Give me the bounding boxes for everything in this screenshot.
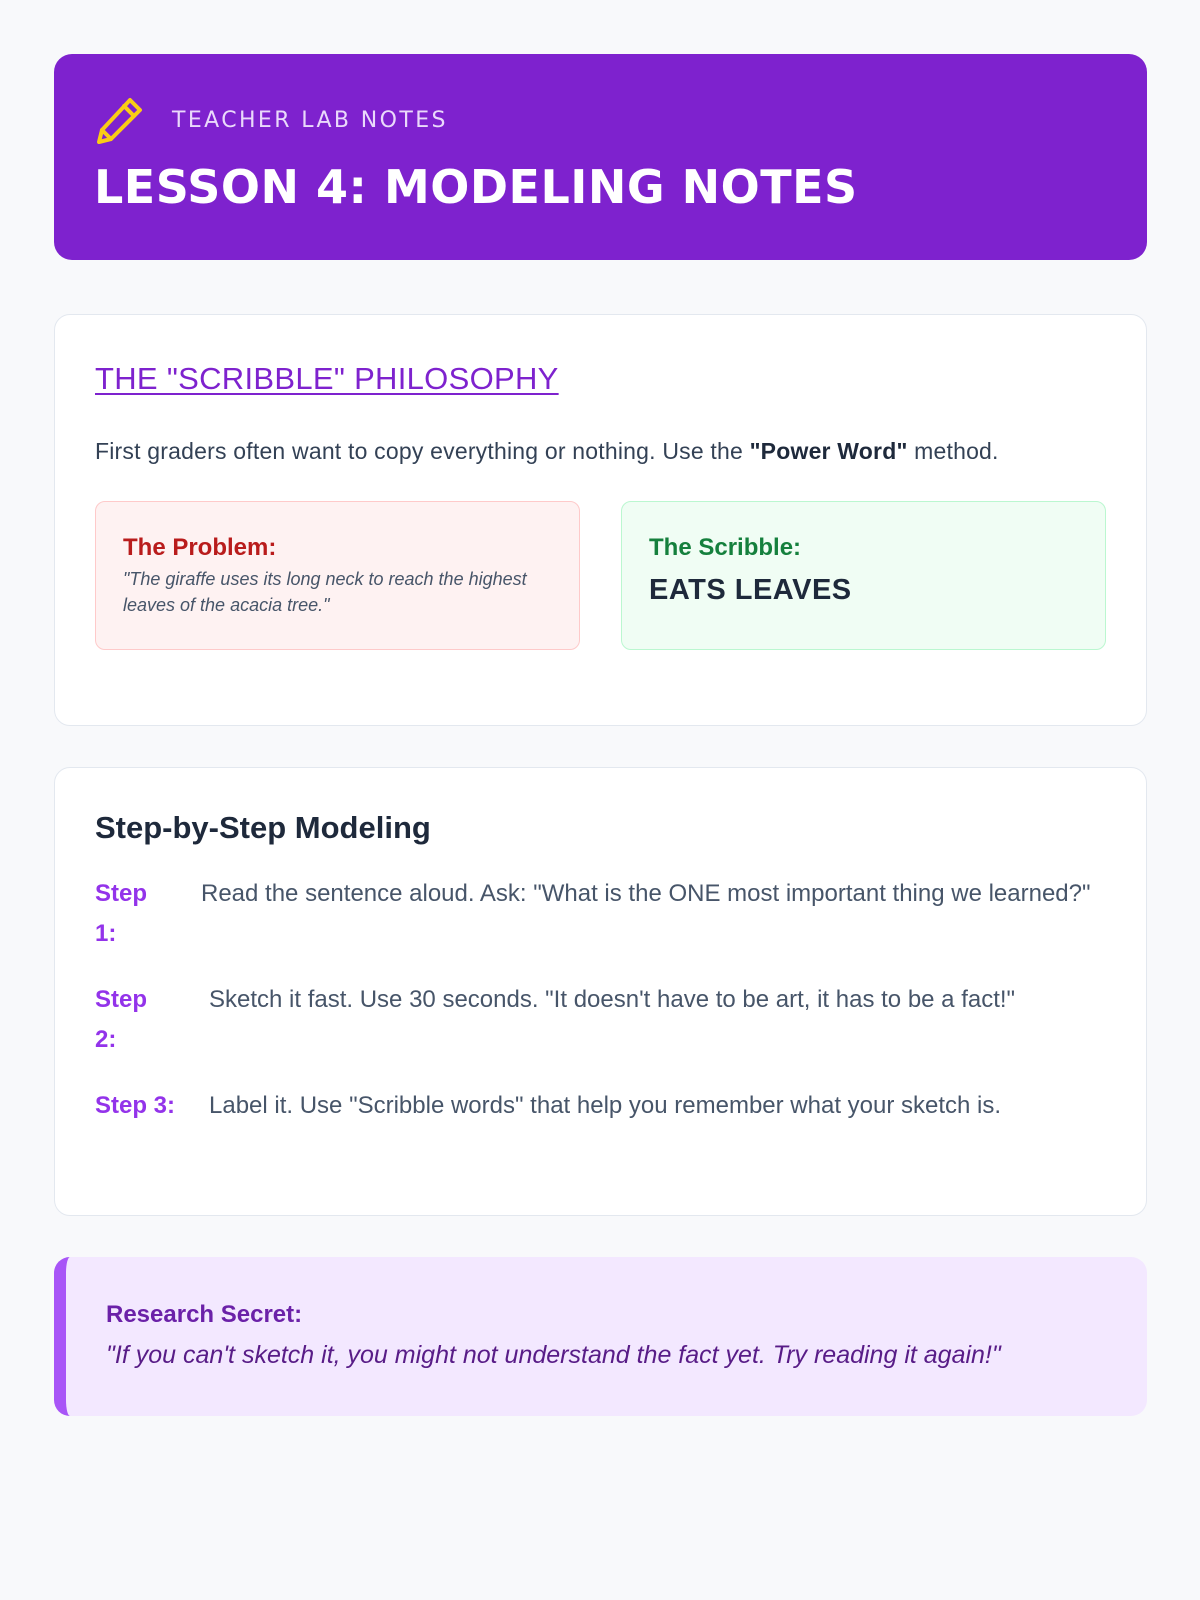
callout-quote: "If you can't sketch it, you might not understand the fact yet. Try reading it again!" [106, 1341, 1001, 1369]
step-label: Step 2: [95, 986, 148, 1053]
step-text: Sketch it fast. Use 30 seconds. "It doesn't have to be art, it has to be a fact!" [209, 986, 1016, 1013]
header-top-row [94, 94, 1107, 146]
intro-text-start: First graders often want to copy everything or nothing. Use the [95, 438, 750, 464]
steps-title: Step-by-Step Modeling [95, 810, 431, 845]
page-content [54, 54, 1147, 1416]
research-callout [54, 1257, 1147, 1416]
intro-text-end: method. [907, 438, 999, 464]
steps-list [95, 874, 1106, 1126]
step-item [95, 874, 1106, 954]
step-item [95, 980, 1106, 1060]
problem-label: The Problem: [123, 534, 277, 561]
scribble-label: The Scribble: [649, 534, 802, 561]
power-word-emphasis: "Power Word" [749, 438, 908, 464]
page-title: LESSON 4: MODELING NOTES [94, 160, 858, 214]
philosophy-intro [95, 431, 1106, 471]
scribble-answer: EATS LEAVES [649, 574, 852, 606]
step-label: Step 1: [95, 880, 148, 947]
header-eyebrow: TEACHER LAB NOTES [172, 107, 448, 133]
step-text: Label it. Use "Scribble words" that help you remember what your sketch is. [209, 1092, 1002, 1119]
problem-box [95, 501, 580, 650]
lesson-header [54, 54, 1147, 260]
scribble-box [621, 501, 1106, 650]
problem-quote: "The giraffe uses its long neck to reach the highest leaves of the acacia tree." [123, 569, 527, 615]
callout-label: Research Secret: [106, 1301, 303, 1328]
step-item [95, 1086, 1106, 1126]
steps-card [54, 767, 1147, 1216]
philosophy-title[interactable]: THE "SCRIBBLE" PHILOSOPHY [95, 361, 559, 396]
step-text: Read the sentence aloud. Ask: "What is the ONE most important thing we learned?" [201, 880, 1091, 907]
philosophy-card [54, 314, 1147, 726]
comparison-boxes [95, 501, 1106, 650]
pencil-icon [94, 94, 146, 146]
step-label: Step 3: [95, 1092, 176, 1119]
